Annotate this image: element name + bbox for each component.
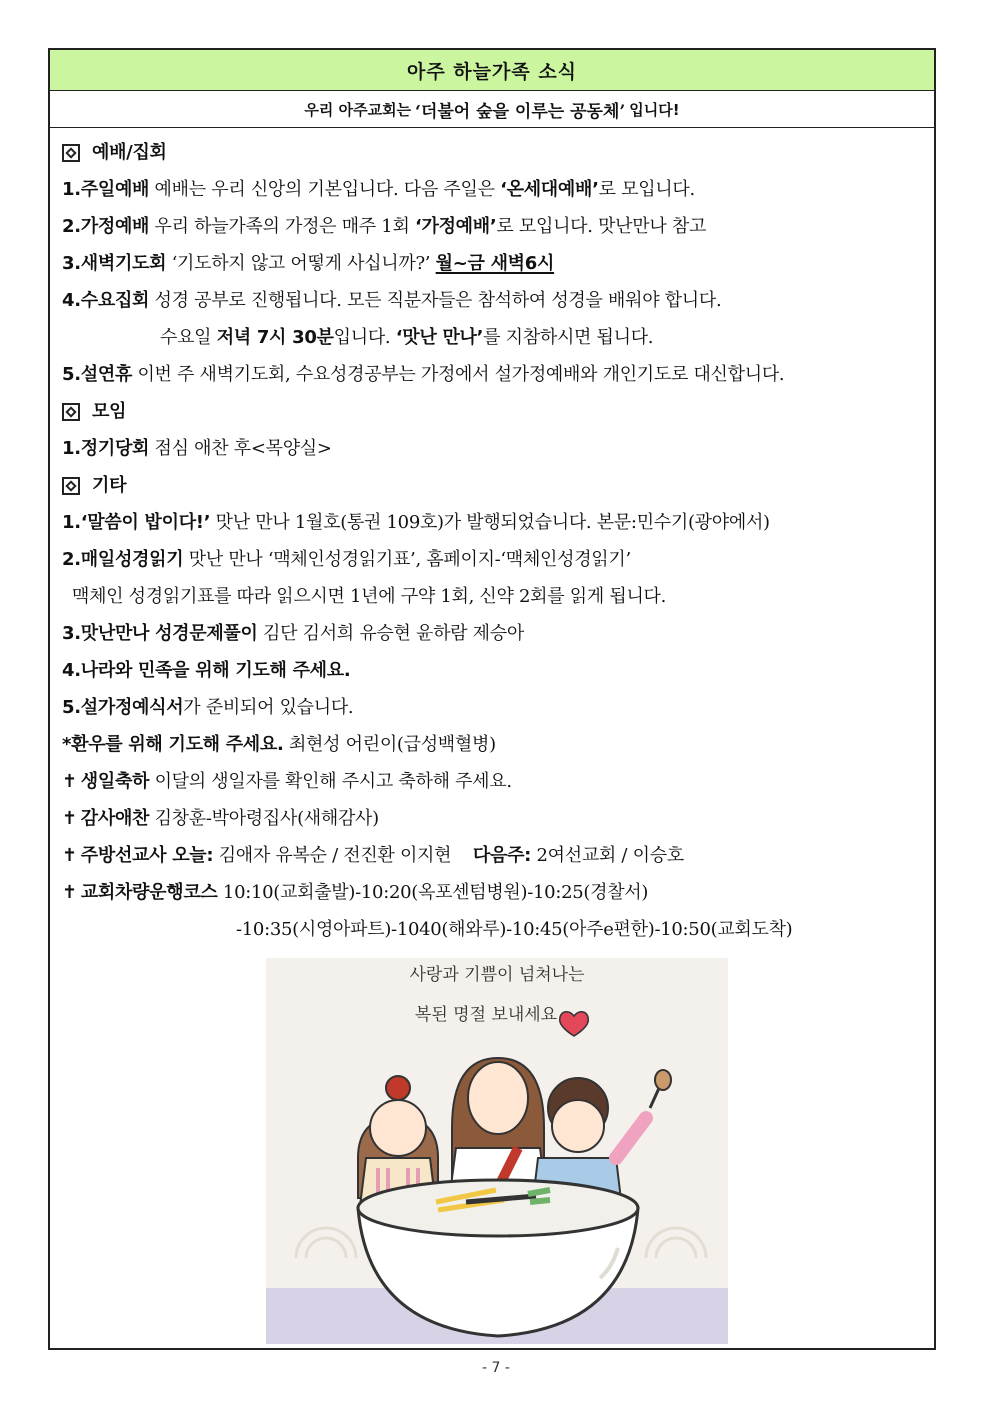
item-text: 10:10(교회출발)-10:20(옥포센텀병원)-10:25(경찰서) [217,882,649,903]
etc-item-9 [62,837,924,874]
section-etc-label: 기타 [92,475,127,496]
item-label: 교회차량운행코스 [80,882,218,903]
cross-icon: ✝ [62,845,77,866]
etc-item-1 [62,504,924,541]
item-label: 주방선교사 오늘: [80,845,214,866]
worship-item-2 [62,208,924,245]
item-text: -10:35(시영아파트)-1040(해와루)-10:45(아주e편한)-10:50(교회도착) [236,919,793,940]
item-text: 2여선교회 / 이승호 [531,845,684,866]
section-worship-label: 예배/집회 [92,142,167,163]
item-text: 김애자 유복순 / 전진환 이지현 [213,845,473,866]
item-label: 1.‘말씀이 밥이다!’ [62,512,211,533]
item-text: 이달의 생일자를 확인해 주시고 축하해 주세요. [149,771,512,792]
greeting-line-2: 복된 명절 보내세요 [414,1005,558,1025]
diamond-box-icon [62,403,80,421]
item-text: 김창훈-박아령집사(새해감사) [149,808,379,829]
motto-bar [50,91,934,128]
section-worship-heading [62,134,924,171]
content-area [50,128,934,948]
etc-item-7 [62,763,924,800]
worship-item-4-cont [62,319,924,356]
item-label: 3.맛난만나 성경문제풀이 [62,623,258,644]
etc-item-10 [62,874,924,911]
page-title: 아주 하늘가족 소식 [50,50,934,91]
cross-icon: ✝ [62,808,77,829]
section-meeting-label: 모임 [92,401,127,422]
item-emphasis: 저녁 7시 30분 [216,327,334,348]
item-label: 1.주일예배 [62,179,150,200]
etc-item-6 [62,726,924,763]
etc-item-8 [62,800,924,837]
item-label: *환우를 위해 기도해 주세요. [62,734,284,755]
holiday-illustration [266,958,728,1344]
item-emphasis: ‘온세대예배’ [500,179,599,200]
motto-pre: 우리 아주교회는 [304,100,412,119]
item-text: 가 준비되어 있습니다. [183,697,354,718]
item-text: ‘기도하지 않고 어떻게 사십니까?’ [166,253,436,274]
item-text: 맛난 만나 ‘맥체인성경읽기표’, 홈페이지-‘맥체인성경읽기’ [183,549,631,570]
section-meeting-heading [62,393,924,430]
motto-quote: ‘더불어 숲을 이루는 공동체’ [415,101,626,122]
cross-icon: ✝ [62,771,77,792]
item-label: 2.가정예배 [62,216,150,237]
page-number: - 7 - [482,1360,510,1376]
item-emphasis: ‘맛난 만나’ [395,327,484,348]
worship-item-3 [62,245,924,282]
item-text: 입니다. [333,327,396,348]
worship-item-1 [62,171,924,208]
item-label: 2.매일성경읽기 [62,549,184,570]
item-text: 로 모입니다. 맛난만나 참고 [496,216,707,237]
bulletin-frame [48,48,936,1350]
item-label: 5.설연휴 [62,364,133,385]
item-text: 성경 공부로 진행됩니다. 모든 직분자들은 참석하여 성경을 배워야 합니다. [149,290,722,311]
section-etc-heading [62,467,924,504]
item-emphasis: ‘가정예배’ [414,216,497,237]
item-text: 수요일 [160,327,217,348]
item-label: 5.설가정예식서 [62,697,184,718]
diamond-box-icon [62,144,80,162]
item-label: 4.나라와 민족을 위해 기도해 주세요. [62,660,351,681]
etc-item-5 [62,689,924,726]
worship-item-5 [62,356,924,393]
item-text: 를 지참하시면 됩니다. [483,327,654,348]
item-text: 김단 김서희 유승현 윤하람 제승아 [257,623,524,644]
etc-item-3 [62,615,924,652]
item-text: 예배는 우리 신앙의 기본입니다. 다음 주일은 [149,179,501,200]
item-text: 우리 하늘가족의 가정은 매주 1회 [149,216,415,237]
item-text: 맛난 만나 1월호(통권 109호)가 발행되었습니다. 본문:민수기(광야에서) [210,512,770,533]
item-text: 이번 주 새벽기도회, 수요성경공부는 가정에서 설가정예배와 개인기도로 대신합니다. [132,364,785,385]
diamond-box-icon [62,477,80,495]
item-text: 로 모입니다. [598,179,695,200]
item-label: 다음주: [472,845,532,866]
motto-post: 입니다! [629,100,680,119]
item-label: 생일축하 [80,771,150,792]
cross-icon: ✝ [62,882,77,903]
worship-item-4 [62,282,924,319]
item-label: 3.새벽기도회 [62,253,167,274]
etc-item-4 [62,652,924,689]
item-text: 맥체인 성경읽기표를 따라 읽으시면 1년에 구약 1회, 신약 2회를 읽게 됩니다. [72,586,667,607]
item-text: 최현성 어린이(급성백혈병) [283,734,496,755]
greeting-line-1: 사랑과 기쁨이 넘쳐나는 [409,965,585,985]
etc-item-10-cont [62,911,924,948]
item-label: 4.수요집회 [62,290,150,311]
meeting-item-1 [62,430,924,467]
etc-item-2-cont [62,578,924,615]
etc-item-2 [62,541,924,578]
item-label: 감사애찬 [80,808,150,829]
item-emphasis: 월~금 새벽6시 [435,253,555,274]
item-label: 1.정기당회 [62,438,150,459]
item-text: 점심 애찬 후<목양실> [149,438,332,459]
